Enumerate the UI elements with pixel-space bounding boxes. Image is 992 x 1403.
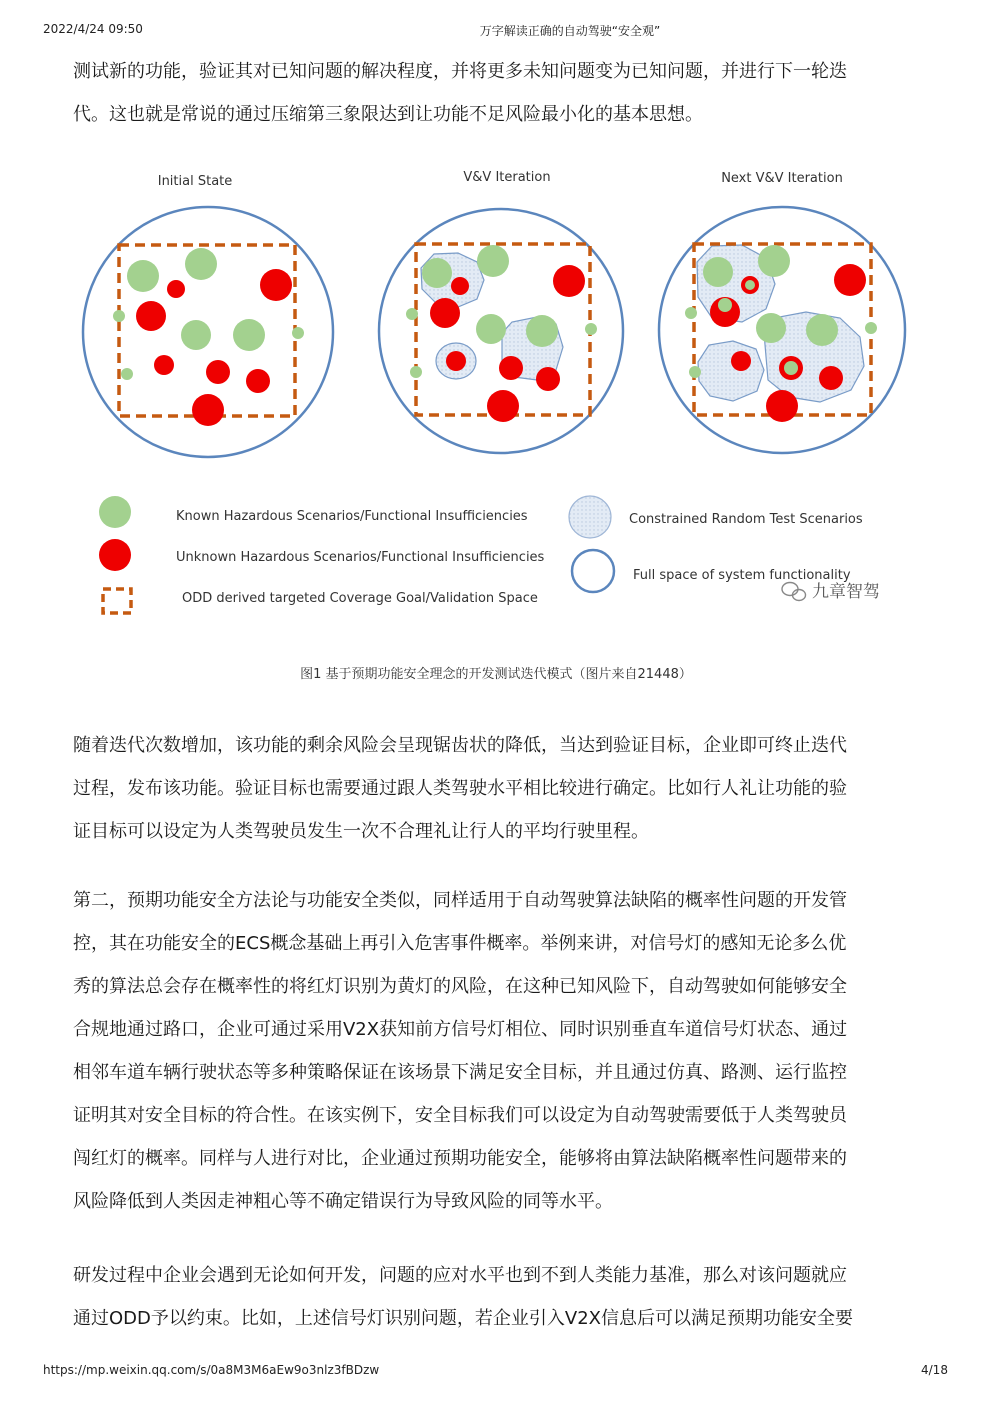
known-scenario	[292, 327, 304, 339]
panel-title-initial: Initial State	[157, 174, 233, 189]
legend-constrained-swatch	[569, 496, 611, 538]
panel-title-vv: V&V Iteration	[463, 170, 551, 185]
legend-odd-swatch	[103, 589, 131, 613]
wechat-icon	[782, 583, 806, 601]
known-scenario	[685, 307, 697, 319]
known-scenario	[127, 260, 159, 292]
legend-full-label: Full space of system functionality	[633, 568, 851, 583]
known-scenario	[422, 258, 452, 288]
legend-unknown-swatch	[99, 539, 131, 571]
panel-title-next-vv: Next V&V Iteration	[721, 171, 843, 186]
known-scenario	[410, 366, 422, 378]
paragraph-iteration	[73, 724, 923, 853]
known-scenario	[113, 310, 125, 322]
sotif-iteration-figure	[0, 0, 992, 640]
text-line: 证目标可以设定为人类驾驶员发生一次不合理礼让行人的平均行驶里程。	[73, 821, 649, 842]
panel-initial-state	[83, 207, 333, 457]
known-scenario	[756, 313, 786, 343]
text-line: 随着迭代次数增加，该功能的剩余风险会呈现锯齿状的降低，当达到验证目标，企业即可终止迭代	[73, 735, 847, 756]
text-line: 合规地通过路口，企业可通过采用V2X获知前方信号灯相位、同时识别垂直车道信号灯状态、通过	[73, 1019, 848, 1040]
legend-unknown-label: Unknown Hazardous Scenarios/Functional Insufficiencies	[176, 550, 545, 565]
footer-page-number: 4/18	[921, 1363, 948, 1377]
header-datetime: 2022/4/24 09:50	[43, 22, 143, 36]
unknown-scenario	[246, 369, 270, 393]
unknown-scenario	[766, 390, 798, 422]
watermark-text: 九章智驾	[812, 582, 880, 602]
text-line: 研发过程中企业会遇到无论如何开发，问题的应对水平也到不到人类能力基准，那么对该问题就应	[73, 1265, 847, 1286]
unknown-scenario	[499, 356, 523, 380]
text-line: 证明其对安全目标的符合性。在该实例下，安全目标我们可以设定为自动驾驶需要低于人类驾驶员	[73, 1105, 847, 1126]
known-scenario	[181, 320, 211, 350]
text-line: 测试新的功能，验证其对已知问题的解决程度，并将更多未知问题变为已知问题，并进行下一轮迭	[73, 61, 847, 82]
text-line: 闯红灯的概率。同样与人进行对比，企业通过预期功能安全，能够将由算法缺陷概率性问题带来的	[73, 1148, 847, 1169]
paragraph-odd-constraint	[73, 1254, 923, 1340]
legend-full-swatch	[572, 550, 614, 592]
figure-caption: 图1 基于预期功能安全理念的开发测试迭代模式（图片来自21448）	[300, 667, 692, 682]
known-scenario	[745, 280, 755, 290]
known-scenario	[689, 366, 701, 378]
text-line: 控，其在功能安全的ECS概念基础上再引入危害事件概率。举例来讲，对信号灯的感知无论多么优	[73, 933, 847, 954]
figure-legend	[99, 496, 863, 613]
panel-next-vv-iteration	[659, 207, 905, 453]
text-line: 通过ODD予以约束。比如，上述信号灯识别问题，若企业引入V2X信息后可以满足预期功能安全要	[73, 1308, 853, 1329]
known-scenario	[476, 314, 506, 344]
text-line: 代。这也就是常说的通过压缩第三象限达到让功能不足风险最小化的基本思想。	[73, 104, 703, 125]
panel-vv-iteration	[379, 209, 623, 453]
unknown-scenario	[446, 351, 466, 371]
unknown-scenario	[487, 390, 519, 422]
known-scenario	[526, 315, 558, 347]
text-line: 风险降低到人类因走神粗心等不确定错误行为导致风险的同等水平。	[73, 1191, 613, 1212]
unknown-scenario	[260, 269, 292, 301]
legend-odd-label: ODD derived targeted Coverage Goal/Validation Space	[182, 591, 538, 606]
text-line: 过程，发布该功能。验证目标也需要通过跟人类驾驶水平相比较进行确定。比如行人礼让功能的验	[73, 778, 847, 799]
text-line: 第二，预期功能安全方法论与功能安全类似，同样适用于自动驾驶算法缺陷的概率性问题的开发管	[73, 890, 847, 911]
unknown-scenario	[451, 277, 469, 295]
unknown-scenario	[834, 264, 866, 296]
text-line: 秀的算法总会存在概率性的将红灯识别为黄灯的风险，在这种已知风险下，自动驾驶如何能够安全	[73, 976, 847, 997]
text-line: 相邻车道车辆行驶状态等多种策略保证在该场景下满足安全目标，并且通过仿真、路测、运行监控	[73, 1062, 847, 1083]
unknown-scenario	[154, 355, 174, 375]
unknown-scenario	[553, 265, 585, 297]
known-scenario	[585, 323, 597, 335]
known-scenario	[865, 322, 877, 334]
unknown-scenario	[192, 394, 224, 426]
constrained-test-region	[698, 341, 764, 401]
known-scenario	[718, 298, 732, 312]
known-scenario	[233, 319, 265, 351]
unknown-scenario	[536, 367, 560, 391]
footer-url[interactable]: https://mp.weixin.qq.com/s/0a8M3M6aEw9o3nlz3fBDzw	[43, 1363, 380, 1377]
known-scenario	[758, 245, 790, 277]
header-title: 万字解读正确的自动驾驶“安全观”	[479, 24, 661, 38]
watermark	[782, 581, 880, 602]
legend-known-swatch	[99, 496, 131, 528]
unknown-scenario	[167, 280, 185, 298]
known-scenario	[121, 368, 133, 380]
legend-constrained-label: Constrained Random Test Scenarios	[629, 512, 863, 527]
paragraph-probabilistic	[73, 879, 923, 1223]
known-scenario	[703, 257, 733, 287]
unknown-scenario	[430, 298, 460, 328]
unknown-scenario	[819, 366, 843, 390]
known-scenario	[784, 361, 798, 375]
unknown-scenario	[136, 301, 166, 331]
known-scenario	[185, 248, 217, 280]
legend-known-label: Known Hazardous Scenarios/Functional Insufficiencies	[176, 509, 528, 524]
known-scenario	[806, 314, 838, 346]
known-scenario	[477, 245, 509, 277]
known-scenario	[406, 308, 418, 320]
unknown-scenario	[731, 351, 751, 371]
unknown-scenario	[206, 360, 230, 384]
